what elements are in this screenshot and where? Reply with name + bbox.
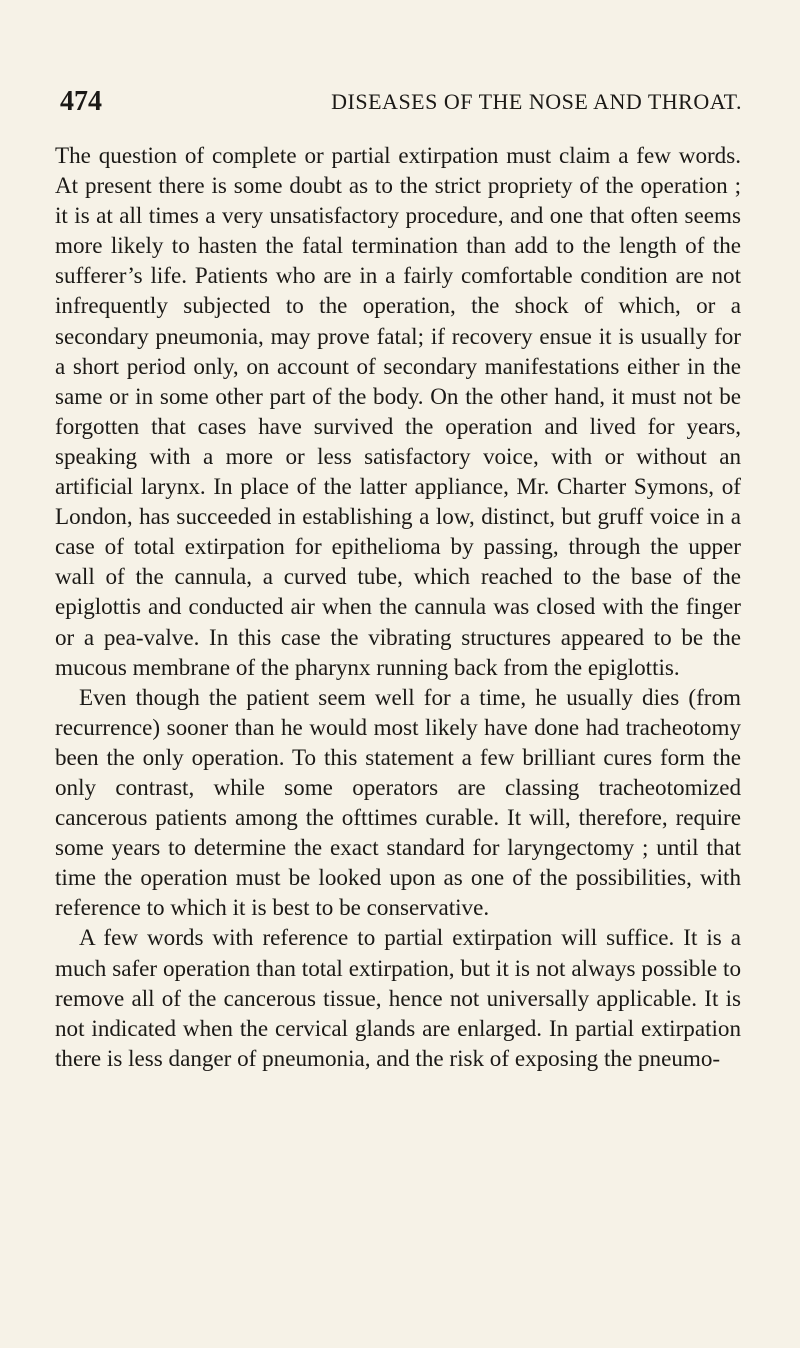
page-number: 474 xyxy=(60,86,102,117)
running-title: DISEASES OF THE NOSE AND THROAT. xyxy=(331,89,742,114)
body-text xyxy=(55,140,741,1073)
page-header xyxy=(52,82,740,122)
paragraph-partial-extirpation: A few words with reference to partial extirpation will suffice. It is a much safer operation than total extirpation, but it is not always possible to remove all of the cancerous tissue, hence not universally applicable. It is not indicated when the cervical glands are enlarged. In partial extirpation there is less danger of pneumonia, and the risk of exposing the pneumo- xyxy=(55,924,741,1071)
paragraph-complete-or-partial-extirpation: The question of complete or partial extirpation must claim a few words. At present there is some doubt as to the strict propriety of the operation ; it is at all times a very unsatisfactory procedure, and one that often seems more likely to hasten the fatal termination than add to the length of the sufferer’s life. Patients who are in a fairly comfortable condition are not infrequently subjected to the operation, the shock of which, or a secondary pneumonia, may prove fatal; if recovery ensue it is usually for a short period only, on account of secondary manifestations either in the same or in some other part of the body. On the other hand, it must not be forgotten that cases have survived the operation and lived for years, speaking with a more or less satisfactory voice, with or without an artificial larynx. In place of the latter appliance, Mr. Charter Symons, of London, has succeeded in establishing a low, distinct, but gruff voice in a case of total extirpation for epithelioma by passing, through the upper wall of the cannula, a curved tube, which reached to the base of the epiglottis and conducted air when the cannula was closed with the finger or a pea-valve. In this case the vibrating structures appeared to be the mucous membrane of the pharynx running back from the epiglottis. xyxy=(55,142,741,680)
paragraph-recurrence: Even though the patient seem well for a time, he usually dies (from recurrence) sooner than he would most likely have done had tracheotomy been the only operation. To this statement a few brilliant cures form the only contrast, while some operators are classing tracheotomized cancerous patients among the ofttimes curable. It will, therefore, require some years to determine the exact standard for laryngectomy ; until that time the operation must be looked upon as one of the possibilities, with reference to which it is best to be conservative. xyxy=(55,683,741,921)
